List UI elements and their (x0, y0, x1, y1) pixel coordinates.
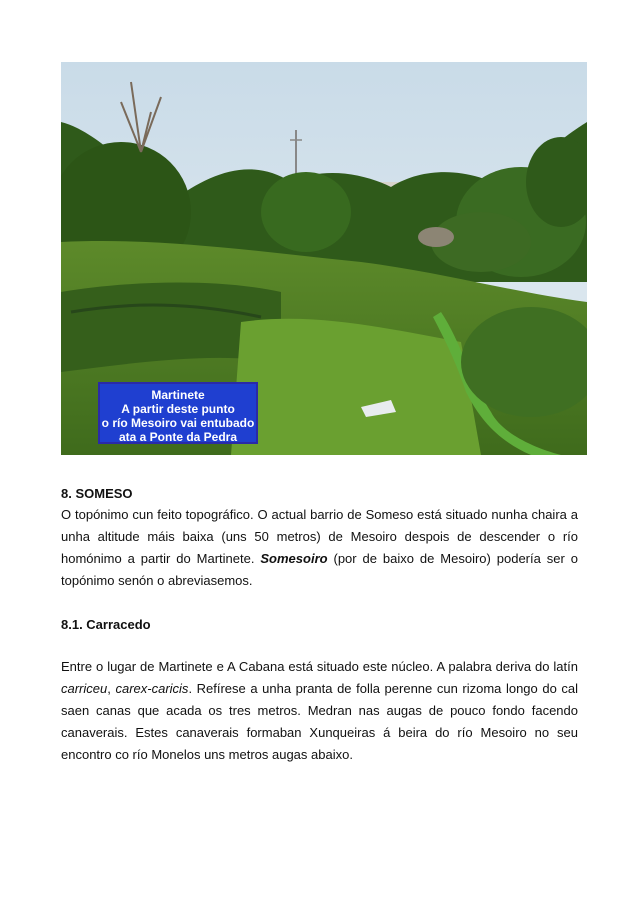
paragraph-line: O topónimo cun feito topográfico. O actual barrio de Someso está situado nunha chaira a (61, 507, 578, 522)
latin-term: carriceu (61, 681, 108, 696)
caption-line: o río Mesoiro vai entubado (101, 416, 255, 430)
caption-line: A partir deste punto (121, 402, 235, 416)
paragraph-line (61, 548, 578, 570)
paragraph-line: saen canas que acada os tres metros. Medran nas augas de pouco fondo facendo (61, 703, 578, 718)
caption-line: Martinete (151, 388, 205, 402)
paragraph-line: topónimo senón o abreviasemos. (61, 573, 253, 588)
caption-line: ata a Ponte da Pedra (118, 430, 238, 444)
section-heading-someso: 8. SOMESO (61, 486, 133, 501)
paragraph-line: canaverais. Estes canaverais formaban Xunqueiras á beira do río Mesoiro no seu (61, 725, 578, 740)
paragraph-line: encontro co río Monelos uns metros augas abaixo. (61, 747, 353, 762)
line-text: (por de baixo de Mesoiro) podería ser o (333, 551, 578, 566)
section-heading-carracedo: 8.1. Carracedo (61, 617, 151, 632)
paragraph-line: unha altitude máis baixa (uns 50 metros) de Mesoiro despois de descender o río (61, 529, 578, 544)
section-paragraph-carracedo (61, 656, 578, 766)
section-paragraph-someso (61, 504, 578, 592)
paragraph-line (61, 678, 578, 700)
paragraph-line: Entre o lugar de Martinete e A Cabana está situado este núcleo. A palabra deriva do latín (61, 659, 578, 674)
photo-caption (98, 382, 258, 444)
comma: , (107, 681, 111, 696)
latin-term: carex-caricis (115, 681, 189, 696)
line-text: . Refírese a unha pranta de folla perenne cun rizoma longo do cal (188, 681, 578, 696)
emphasis-term: Somesoiro (260, 551, 328, 566)
line-text: homónimo a partir do Martinete. (61, 551, 255, 566)
